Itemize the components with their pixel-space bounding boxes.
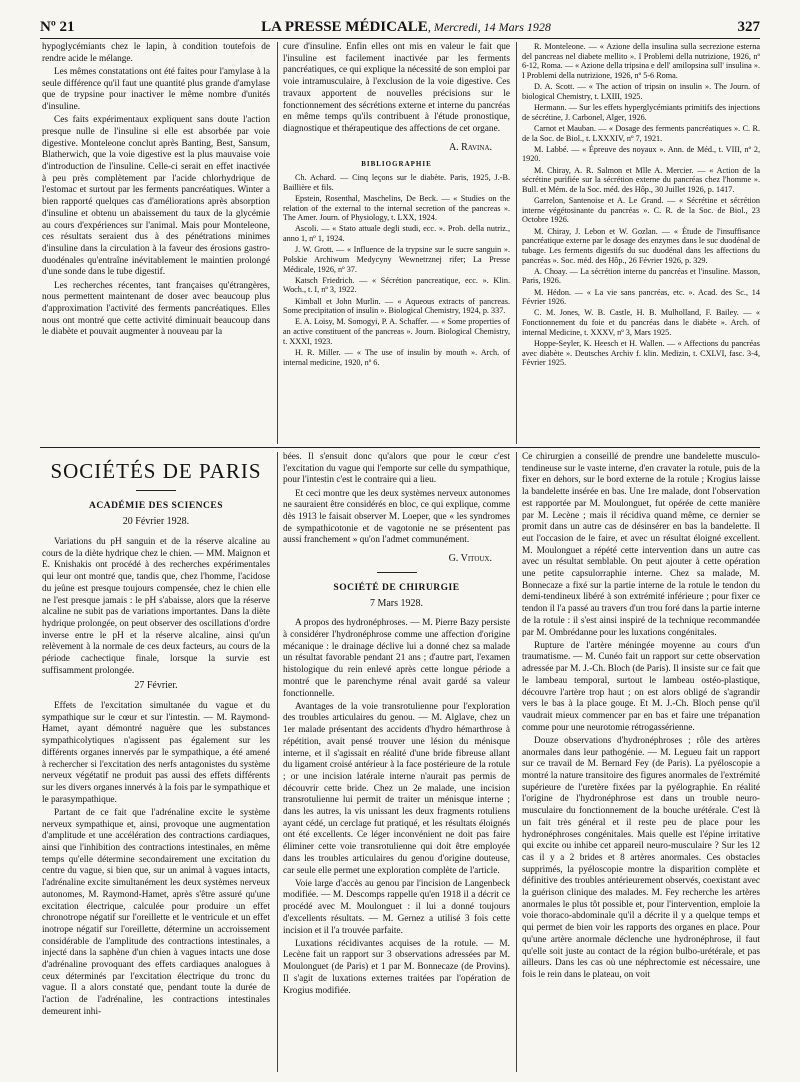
bibliography-entry: Ch. Achard. — Cinq leçons sur le diabète. Paris, 1925, J.-B. Baillière et fils.	[283, 173, 510, 192]
paragraph: Ces faits expérimentaux expliquent sans doute l'action presque nulle de l'insuline si elle est absorbée par voie digestive. Monteleone conclut après Banting, Best, Sansum, Blatherwich, que la voie digestive est la plus mauvaise voie d'introduction de l'insuline. Celle-ci serait en effet inactivée à peu près complètement par l'acide chlorhydrique de l'estomac et surtout par les ferments pancréatiques. Winter a bien rapporté quelques cas d'améliorations après absorption d'insuline et obtenu un abaissement du taux de la glycémie au cours d'expériences sur l'animal. Mais pour Monteleone, ces résultats seraient dus à des pénétrations minimes d'insuline dans la circulation à la faveur des érosions gastro-duodénales qu'entraîne inévitablement le maintien prolongé d'une sonde dans le tube digestif.	[42, 115, 270, 278]
bibliography-entry: Hermann. — Sur les effets hyperglycémiants primitifs des injections de sécrétine, J. Carbonel, Alger, 1926.	[522, 103, 760, 122]
paragraph: Les recherches récentes, tant françaises qu'étrangères, nous permettent maintenant de doser avec beaucoup plus d'approximation l'activité des ferments pancréatiques. Elles nous ont montré que cette activité diminuait beaucoup dans le diabète et pouvait augmenter à nouveau par la	[42, 280, 270, 338]
author-signature: A. Ravina.	[448, 141, 492, 153]
paragraph: Et ceci montre que les deux systèmes nerveux autonomes ne sauraient être considérés en bloc, ce qui explique, comme dès 1913 le faisait observer M. Loeper, que « les syndromes de sympathicotonie et de vagotonie ne se présentent pas aussi franchement » qu'on l'admet communément.	[283, 488, 510, 546]
bibliography-entry: Epstein, Rosenthal, Maschelins, De Beck. — « Studies on the relation of the external to the internal secretion of the pancreas ». The Amer. Journ. of Physiology, t. LXX, 1924.	[283, 193, 510, 223]
session-date: 20 Février 1928.	[122, 516, 190, 528]
page-number-left: Nº 21	[40, 19, 75, 35]
paragraph: Voie large d'accès au genou par l'incision de Langenbeck modifiée. — M. Descomps rappelle qu'en 1918 il a décrit ce procédé avec M. Moulonguet : il lui a donné toujours d'excellents résultats. — M. Gernez a utilisé 3 fois cette incision et il l'a trouvée parfaite.	[283, 878, 510, 936]
bibliography-entry: Garrelon, Santenoise et A. Le Grand. — « Sécrétine et sécrétion interne végétosinante du pancréas ». C. R. de la Soc. de Biol., 23 Octobre 1926.	[522, 196, 760, 225]
paragraph: Rupture de l'artère méningée moyenne au cours d'un traumatisme. — M. Cunéo fait un rapport sur cette observation adressée par M. J.-Ch. Bloch (de Paris). Il insiste sur ce fait que le lambeau temporal, surtout le lambeau ostéo-plastique, découvre l'artère trop haut ; on est alors obligé de s'agrandir vers le bas à la place gouge. Et M. J.-Ch. Bloch pense qu'il vaudrait mieux commencer par en bas et faire une trépanation comme pour une neurotomie rétrogassérienne.	[522, 640, 760, 733]
bibliography-entry: M. Chiray, A. R. Salmon et Mlle A. Mercier. — « Action de la sécrétine purifiée sur la sécrétion externe du pancréas chez l'homme ». Bull. et Mém. de la Soc. méd. des Hôp., 30 Juillet 1926, p. 1417.	[522, 165, 760, 194]
bottom-column-1	[42, 452, 270, 1072]
paragraph: Les mêmes constatations ont été faites pour l'amylase à la seule différence qu'il faut une quantité plus grande d'amylase que de trypsine pour inactiver le même nombre d'unités d'insuline.	[42, 66, 270, 113]
bibliography-entry: A. Choay. — La sécrétion interne du pancréas et l'insuline. Masson, Paris, 1926.	[522, 266, 760, 286]
top-column-1	[42, 42, 270, 444]
top-column-2	[283, 42, 510, 444]
paragraph: Effets de l'excitation simultanée du vague et du sympathique sur le cœur et sur l'intestin. — M. Raymond-Hamet, ayant démontré naguère que les substances sympathicolytiques n'agissent pas également sur les différents organes innervés par le sympathique, a été amené à rechercher si l'excitation des nerfs antagonistes du système nerveux végétatif ne produit pas aussi des effets différents sur les divers organes innervés à la fois par le sympathique et le parasympathique.	[42, 701, 270, 805]
page-number-right: 327	[737, 19, 760, 35]
bibliography-entry: M. Chiray, J. Lebon et W. Gozlan. — « Étude de l'insuffisance pancréatique externe par le dosage des enzymes dans le suc duodénal de tubage. Les ferments digestifs du suc duodénal dans les affections du pancréas ». Soc. méd. des Hôp., 26 Février 1926, p. 329.	[522, 226, 760, 265]
bottom-column-3	[522, 452, 760, 1072]
bibliography-entry: C. M. Jones, W. B. Castle, H. B. Mulholland, F. Bailey. — « Fonctionnement du foie et du pancréas dans le diabète ». Arch. of internal Medicine, t. XXXV, nº 3, Mars 1925.	[522, 308, 760, 337]
journal-title: LA PRESSE MÉDICALE	[261, 19, 428, 35]
paragraph: Partant de ce fait que l'adrénaline excite le système nerveux sympathique et, ainsi, provoque une augmentation d'amplitude et une accélération des contractions cardiaques, ainsi que l'inhibition des contractions intestinales, en même temps qu'elle détermine secondairement une excitation du centre du vague, si bien que, sur un animal à vagues intacts, l'adrénaline excite simultanément les deux systèmes nerveux autonomes, M. Raymond-Hamet, après s'être assuré qu'une excitation électrique, calculée pour produire un effet chronotrope négatif sur l'oreillette et le ventricule et un effet inotrope négatif sur l'oreillette, détermine un accroissement considérable de l'amplitude des contractions intestinales, a injecté dans la saphène d'un chien à vagues intacts une dose d'adrénaline provoquant des effets cardiaques analogues à ceux déterminés par l'excitation électrique du tronc du vague. Il a alors constaté que, pendant toute la durée de l'action de l'adrénaline, les contractions intestinales demeurent inhi-	[42, 807, 270, 1017]
paragraph: hypoglycémiants chez le lapin, à condition toutefois de rendre acide le mélange.	[42, 42, 270, 64]
society-heading: ACADÉMIE DES SCIENCES	[88, 501, 224, 512]
bibliography-entry: E. A. Loisy, M. Somogyi, P. A. Schaffer. — « Some properties of an active constituent of the pancreas ». Journ. Biological Chemistry, t. XXXI, 1923.	[283, 317, 510, 346]
issue-date: , Mercredi, 14 Mars 1928	[427, 20, 551, 34]
column-divider	[277, 42, 278, 444]
bibliography-entry: M. Labbé. — « Épreuve des noyaux ». Ann. de Méd., t. VIII, nº 2, 1920.	[522, 144, 760, 164]
column-divider	[516, 42, 517, 444]
paragraph: Ce chirurgien a conseillé de prendre une bandelette musculo-tendineuse sur le vaste interne, d'en cravater la rotule, puis de la fixer en dehors, sur le bord externe de la rotule ; Krogius laisse la bandelette insérée en bas. Une 1re malade, dont l'observation est rapportée par M. Moulonguet, fut opérée de cette manière par M. Lecène ; mais il récidiva quand même, ce dernier se promit dans un autre cas de désinsérer en bas la bandelette. Il eut l'occasion de le faire, et avec un résultat éloigné excellent. M. Moulonguet a répété cette intervention dans un autre cas avec un résultat semblable. On peut ajouter à cette opération une petite capsulorraphie interne. Chez sa malade, M. Bonnecaze a fixé sur la partie interne de la rotule le tendon du demi-tendineux libéré à son extrémité inférieure ; pour fixer ce tendon il l'a passé au travers d'un trou foré dans la partie interne de la rotule : il s'est ainsi inspiré de la technique recommandée par M. Ombrédanne pour les luxations congénitales.	[522, 452, 760, 638]
bibliography-entry: M. Hédon. — « La vie sans pancréas, etc. ». Acad. des Sc., 14 Février 1926.	[522, 287, 760, 307]
society-heading: SOCIÉTÉ DE CHIRURGIE	[333, 582, 460, 593]
bibliography-entry: Carnot et Mauban. — « Dosage des ferments pancréatiques ». C. R. de la Soc. de Biol., t. LXXXIV, nº 7, 1921.	[522, 123, 760, 143]
bibliography-entry: Ascoli. — « Stato attuale degli studi, ecc. ». Prob. della nutriz., anno 1, nº 1, 1924.	[283, 224, 510, 244]
paragraph: Variations du pH sanguin et de la réserve alcaline au cours de la diète hydrique chez le chien. — MM. Maignon et E. Knishakis ont procédé à des recherches expérimentales qui leur ont montré que, tandis que, chez l'homme, l'acidose du jeûne est presque toujours compensée, chez le chien elle ne l'est presque jamais : le pH s'abaisse, alors que la réserve alcaline ne subit pas de variations importantes. Dans la diète hydrique prolongée, on peut observer des oscillations d'ordre inverse entre le pH et la réserve alcaline, ainsi qu'un relèvement à la normale de ces deux facteurs, au cours de la période cachectique finale, lorsque la survie est suffisamment prolongée.	[42, 537, 270, 676]
short-rule	[377, 572, 417, 573]
paragraph: bées. Il s'ensuit donc qu'alors que pour le cœur c'est l'excitation du vague qui l'emporte sur celle du sympathique, pour l'intestin c'est le contraire qui a lieu.	[283, 452, 510, 486]
bibliography-heading: BIBLIOGRAPHIE	[361, 160, 432, 169]
paragraph: Luxations récidivantes acquises de la rotule. — M. Lecène fait un rapport sur 3 observations adressées par M. Moulonguet (de Paris) et 1 par M. Bonnecaze (de Provins). Il s'agit de luxations externes traitées par l'opération de Krogius modifiée.	[283, 938, 510, 996]
bibliography-entry: H. R. Miller. — « The use of insulin by mouth ». Arch. of internal medicine, 1920, nº 6.	[283, 347, 510, 367]
title-rule	[136, 490, 176, 491]
running-header	[40, 10, 760, 39]
section-title: SOCIÉTÉS DE PARIS	[50, 459, 262, 483]
session-date: 27 Février.	[134, 680, 178, 692]
bibliography-entry: Hoppe-Seyler, K. Heesch et H. Wallen. — « Affections du pancréas avec diabète ». Deutsches Archiv f. klin. Medizin, t. CXLVI, fasc. 3-4, Février 1925.	[522, 338, 760, 368]
bottom-column-2	[283, 452, 510, 1072]
session-date: 7 Mars 1928.	[369, 597, 424, 609]
section-divider	[40, 447, 760, 448]
column-divider	[277, 452, 278, 1072]
paragraph: cure d'insuline. Enfin elles ont mis en valeur le fait que l'insuline est facilement inactivée par les ferments pancréatiques, ce qui explique la nécessité de son emploi par voie intramusculaire, à l'exclusion de la voie digestive. Ces travaux apportent de nouvelles précisions sur le fonctionnement des sécrétions externe et interne du pancréas en même temps qu'ils contribuent à l'étude pronostique, diagnostique et thérapeutique des affections de cet organe.	[283, 42, 510, 134]
paragraph: A propos des hydronéphroses. — M. Pierre Bazy persiste à considérer l'hydronéphrose comme une affection d'origine mécanique : le drainage déclive lui a donné chez sa malade un résultat favorable pendant 21 ans ; d'autre part, l'examen histologique du rein enlevé après cette longue période a montré que le parenchyme rénal avait gardé sa valeur fonctionnelle.	[283, 618, 510, 699]
paragraph: Avantages de la voie transrotulienne pour l'exploration des troubles articulaires du genou. — M. Alglave, chez un 1er malade présentant des accidents d'hydro hémarthrose à répétition, avait pensé trouver une lésion du ménisque interne, et il s'agissait en réalité d'une bride fibreuse allant du ligament croisé antérieur à la face postérieure de la rotule ; or une incision latérale interne n'aurait pas permis de découvrir cette bride. Chez un 2e malade, une incision transrotulienne lui permit de traiter un ménisque interne ; dans les autres, la vis unissant les deux fragments rotuliens ayant cédé, un cerclage fut pratiqué, et les résultats éloignés ont été excellents. Ce léger inconvénient ne doit pas faire éliminer cette voie transrotulienne qui doit être employée dans les troubles articulaires du genou d'origine douteuse, car seule elle permet une exploration complète de l'article.	[283, 701, 510, 876]
column-divider	[516, 452, 517, 1072]
author-signature: G. Vitoux.	[448, 553, 492, 565]
bibliography-entry: J. W. Grott. — « Influence de la trypsine sur le sucre sanguin ». Polskie Archiwum Medycyny Wewnetrznej rifer; La Presse Médicale, 1926, nº 37.	[283, 245, 510, 274]
journal-title-line	[261, 19, 551, 36]
bibliography-entry: Katsch Friedrich. — « Sécrétion pancreatique, ecc. ». Klin. Woch., t. I, nº 3, 1922.	[283, 275, 510, 295]
bibliography-entry: R. Monteleone. — « Azione della insulina sulla secrezione esterna del pancreas nel diabete mellito ». I Problemi della nutrizione, 1926, nº 6-12, Roma. — « Azione della tripsina e dell' amilopsina sull' insulina ». I Problemi della nutrizione, 1926, nº 5-6 Roma.	[522, 42, 760, 81]
top-column-3	[522, 42, 760, 444]
paragraph: Douze observations d'hydronéphroses ; rôle des artères anormales dans leur pathogénie. — M. Legueu fait un rapport sur ce travail de M. Bernard Fey (de Paris). La pyéloscopie a montré la nature transitoire des figures anormales de l'extrémité supérieure de l'uretère fixées par la pyélographie. En réalité l'origine de l'hydronéphrose est dans un trouble neuro-musculaire du fonctionnement de la bouche urétérale. C'est là un fait très général et il reste peu de place pour les hydronéphroses congénitales. Mais quelle est l'épine irritative qui excite ou inhibe cet appareil neuro-musculaire ? Sur les 12 cas il y a 2 brides et 8 artères anormales. Ces obstacles supprimés, la pyéloscopie montre la disparition complète et définitive des troubles antérieurement observés, coexistant avec la guérison clinique des malades. M. Fey recherche les artères anormales le plus tôt possible et, pour l'intervention, emploie la voie thoraco-abdominale qu'il a décrite il y a quelque temps et qui permet de bien voir les rapports des organes en place. Pour qu'une artère anormale déclenche une hydronéphrose, il faut qu'elle soit juste au contact de la région bulbo-urétérale, et pas ailleurs. Dans les cas où une néphrectomie est nécessaire, une fois le rein dans le plateau, on voit	[522, 735, 760, 980]
bibliography-entry: Kimball et John Murlin. — « Aqueous extracts of pancreas. Some precipitation of insulin ». Biological Chemistry, 1924, p. 337.	[283, 296, 510, 316]
bibliography-entry: D. A. Scott. — « The action of tripsin on insulin ». The Journ. of biological Chemistry, t. LXIII, 1925.	[522, 82, 760, 101]
